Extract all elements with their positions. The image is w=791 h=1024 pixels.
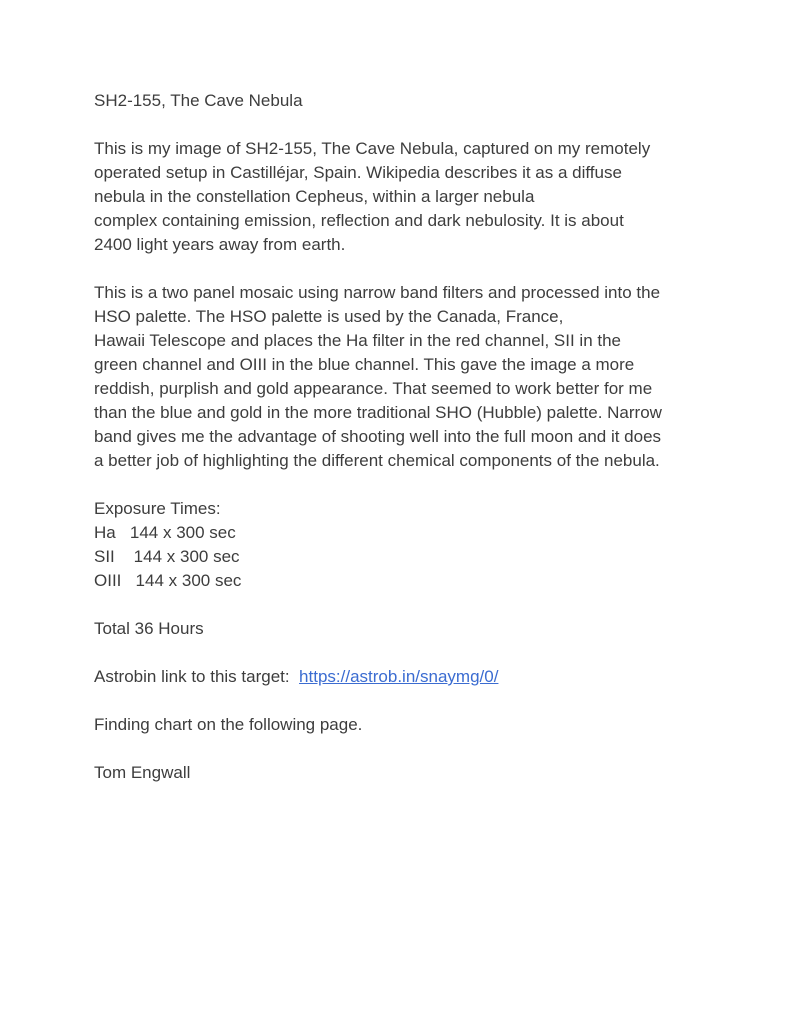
- paragraph-description: [94, 137, 714, 257]
- exposure-times-heading: Exposure Times:: [94, 499, 221, 518]
- exposure-times-section: [94, 497, 714, 593]
- exposure-row-sii: SII 144 x 300 sec: [94, 547, 240, 566]
- text-line: reddish, purplish and gold appearance. That seemed to work better for me: [94, 379, 653, 398]
- finding-chart-note: Finding chart on the following page.: [94, 715, 363, 734]
- text-line: than the blue and gold in the more traditional SHO (Hubble) palette. Narrow: [94, 403, 662, 422]
- finding-chart-note-block: [94, 713, 714, 737]
- exposure-row-oiii: OIII 144 x 300 sec: [94, 571, 242, 590]
- paragraph-processing: [94, 281, 714, 473]
- signature-block: [94, 761, 714, 785]
- text-line: a better job of highlighting the different chemical components of the nebula.: [94, 451, 660, 470]
- text-line: nebula in the constellation Cepheus, within a larger nebula: [94, 187, 535, 206]
- astrobin-link-label: Astrobin link to this target:: [94, 667, 300, 686]
- document-title-block: [94, 89, 714, 113]
- text-line: green channel and OIII in the blue channel. This gave the image a more: [94, 355, 635, 374]
- astrobin-link[interactable]: https://astrob.in/snaymg/0/: [299, 667, 499, 686]
- text-line: band gives me the advantage of shooting well into the full moon and it does: [94, 427, 662, 446]
- text-line: This is my image of SH2-155, The Cave Nebula, captured on my remotely: [94, 139, 651, 158]
- text-line: Hawaii Telescope and places the Ha filter in the red channel, SII in the: [94, 331, 621, 350]
- astrobin-link-block: [94, 665, 714, 689]
- document-title: SH2-155, The Cave Nebula: [94, 91, 303, 110]
- text-line: complex containing emission, reflection and dark nebulosity. It is about: [94, 211, 624, 230]
- text-line: operated setup in Castilléjar, Spain. Wikipedia describes it as a diffuse: [94, 163, 622, 182]
- text-line: HSO palette. The HSO palette is used by the Canada, France,: [94, 307, 564, 326]
- document-content: [94, 89, 714, 809]
- signature: Tom Engwall: [94, 763, 191, 782]
- exposure-row-ha: Ha 144 x 300 sec: [94, 523, 236, 542]
- text-line: 2400 light years away from earth.: [94, 235, 346, 254]
- exposure-total-block: [94, 617, 714, 641]
- text-line: This is a two panel mosaic using narrow band filters and processed into the: [94, 283, 661, 302]
- astrobin-line: [94, 665, 714, 689]
- exposure-total: Total 36 Hours: [94, 619, 204, 638]
